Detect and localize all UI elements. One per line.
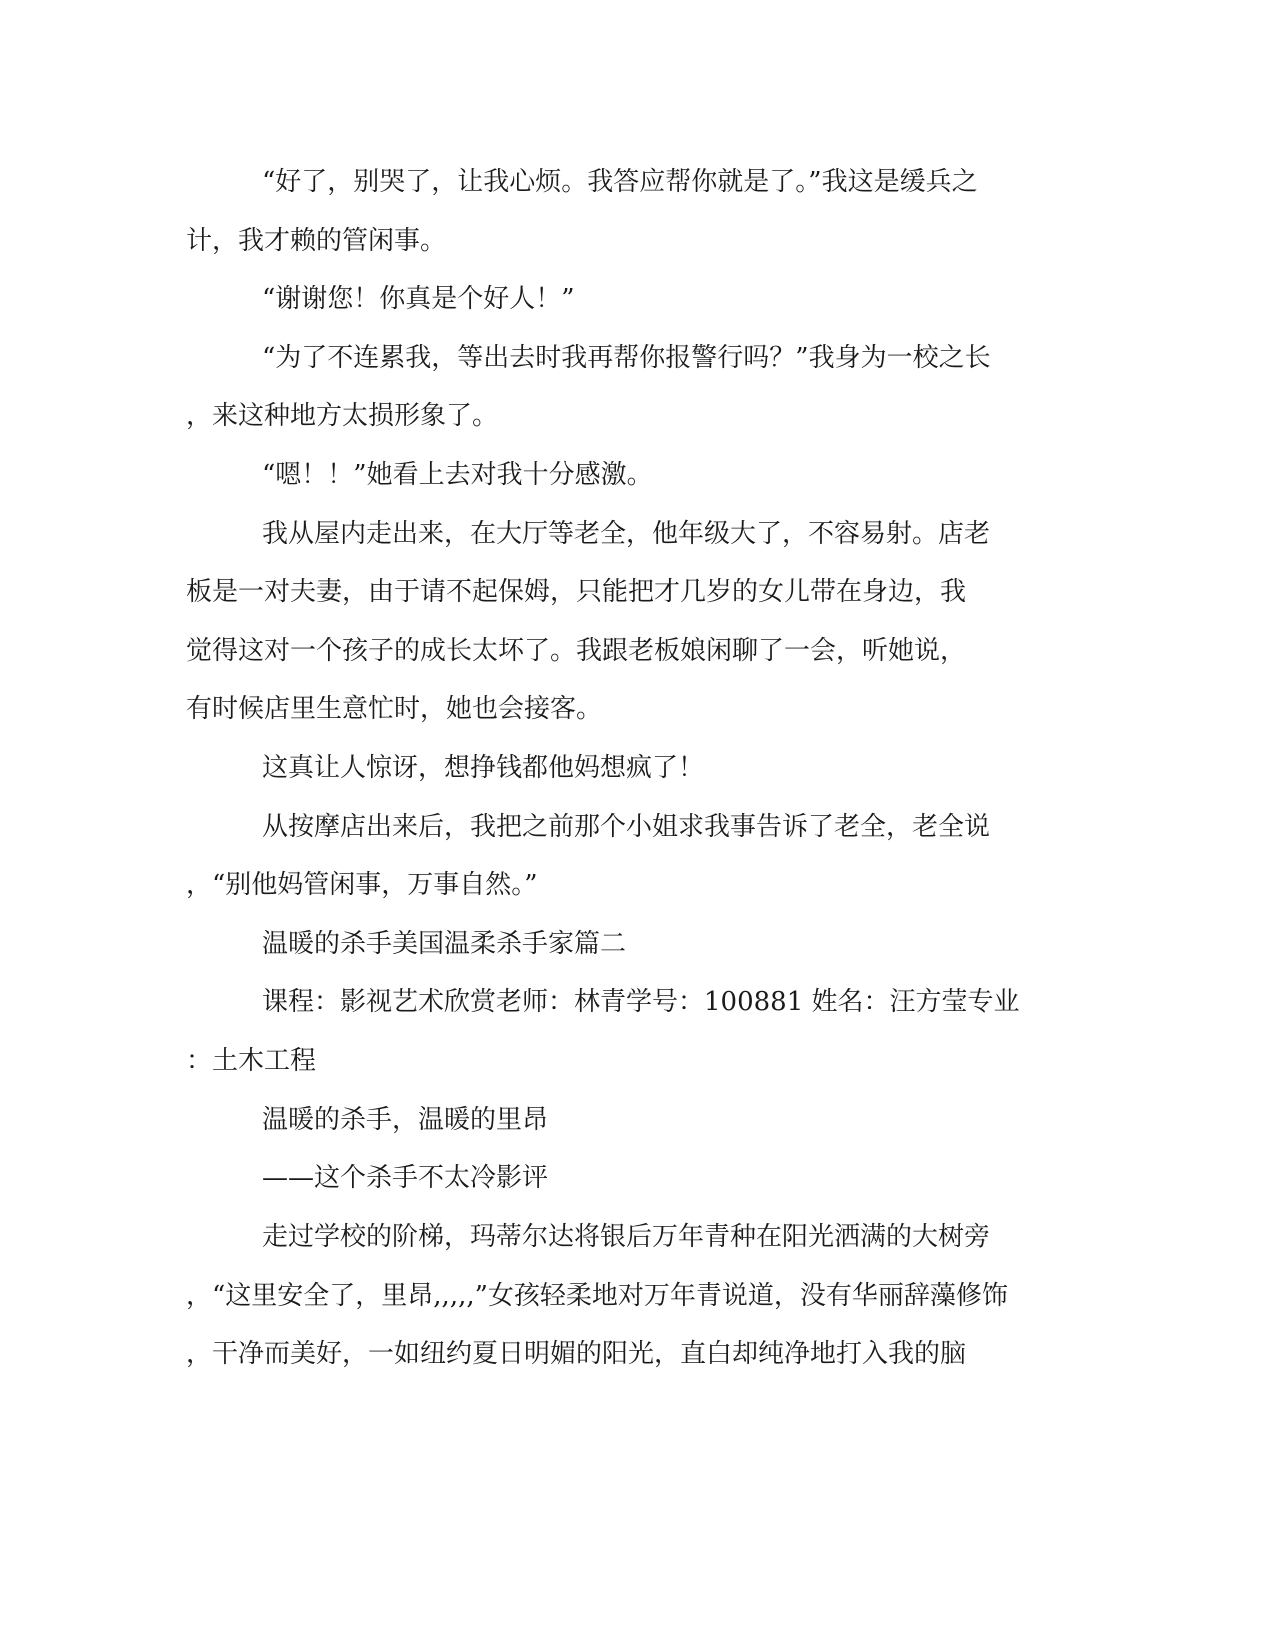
text-line: “谢谢您！你真是个好人！” <box>262 284 575 314</box>
text-line: 有时候店里生意忙时，她也会接客。 <box>186 694 603 724</box>
essay-subtitle: ——这个杀手不太冷影评 <box>262 1163 549 1193</box>
text-line: ，“这里安全了，里昂,,,,,”女孩轻柔地对万年青说道，没有华丽辞藻修饰 <box>186 1281 1008 1311</box>
essay-title: 温暖的杀手，温暖的里昂 <box>262 1105 549 1135</box>
text-line: 课程：影视艺术欣赏老师：林青学号：100881 姓名：汪方莹专业 <box>262 987 1020 1017</box>
text-line: 觉得这对一个孩子的成长太坏了。我跟老板娘闲聊了一会，听她说， <box>186 636 967 666</box>
text-line: “嗯！！”她看上去对我十分感激。 <box>262 460 653 490</box>
text-line: “好了，别哭了，让我心烦。我答应帮你就是了。”我这是缓兵之 <box>262 167 978 197</box>
text-line: 计，我才赖的管闲事。 <box>186 226 447 256</box>
text-line: 板是一对夫妻，由于请不起保姆，只能把才几岁的女儿带在身边，我 <box>186 577 967 607</box>
text-line: ：土木工程 <box>186 1046 317 1076</box>
text-line: ，“别他妈管闲事，万事自然。” <box>186 870 538 900</box>
text-line: ，来这种地方太损形象了。 <box>186 401 499 431</box>
text-line: ，干净而美好，一如纽约夏日明媚的阳光，直白却纯净地打入我的脑 <box>186 1339 967 1369</box>
section-heading: 温暖的杀手美国温柔杀手家篇二 <box>262 929 627 959</box>
text-line: 从按摩店出来后，我把之前那个小姐求我事告诉了老全，老全说 <box>262 812 991 842</box>
text-line: “为了不连累我，等出去时我再帮你报警行吗？”我身为一校之长 <box>262 343 991 373</box>
text-line: 我从屋内走出来，在大厅等老全，他年级大了，不容易射。店老 <box>262 519 991 549</box>
text-line: 这真让人惊讶，想挣钱都他妈想疯了！ <box>262 753 705 783</box>
text-line: 走过学校的阶梯，玛蒂尔达将银后万年青种在阳光洒满的大树旁 <box>262 1222 991 1252</box>
